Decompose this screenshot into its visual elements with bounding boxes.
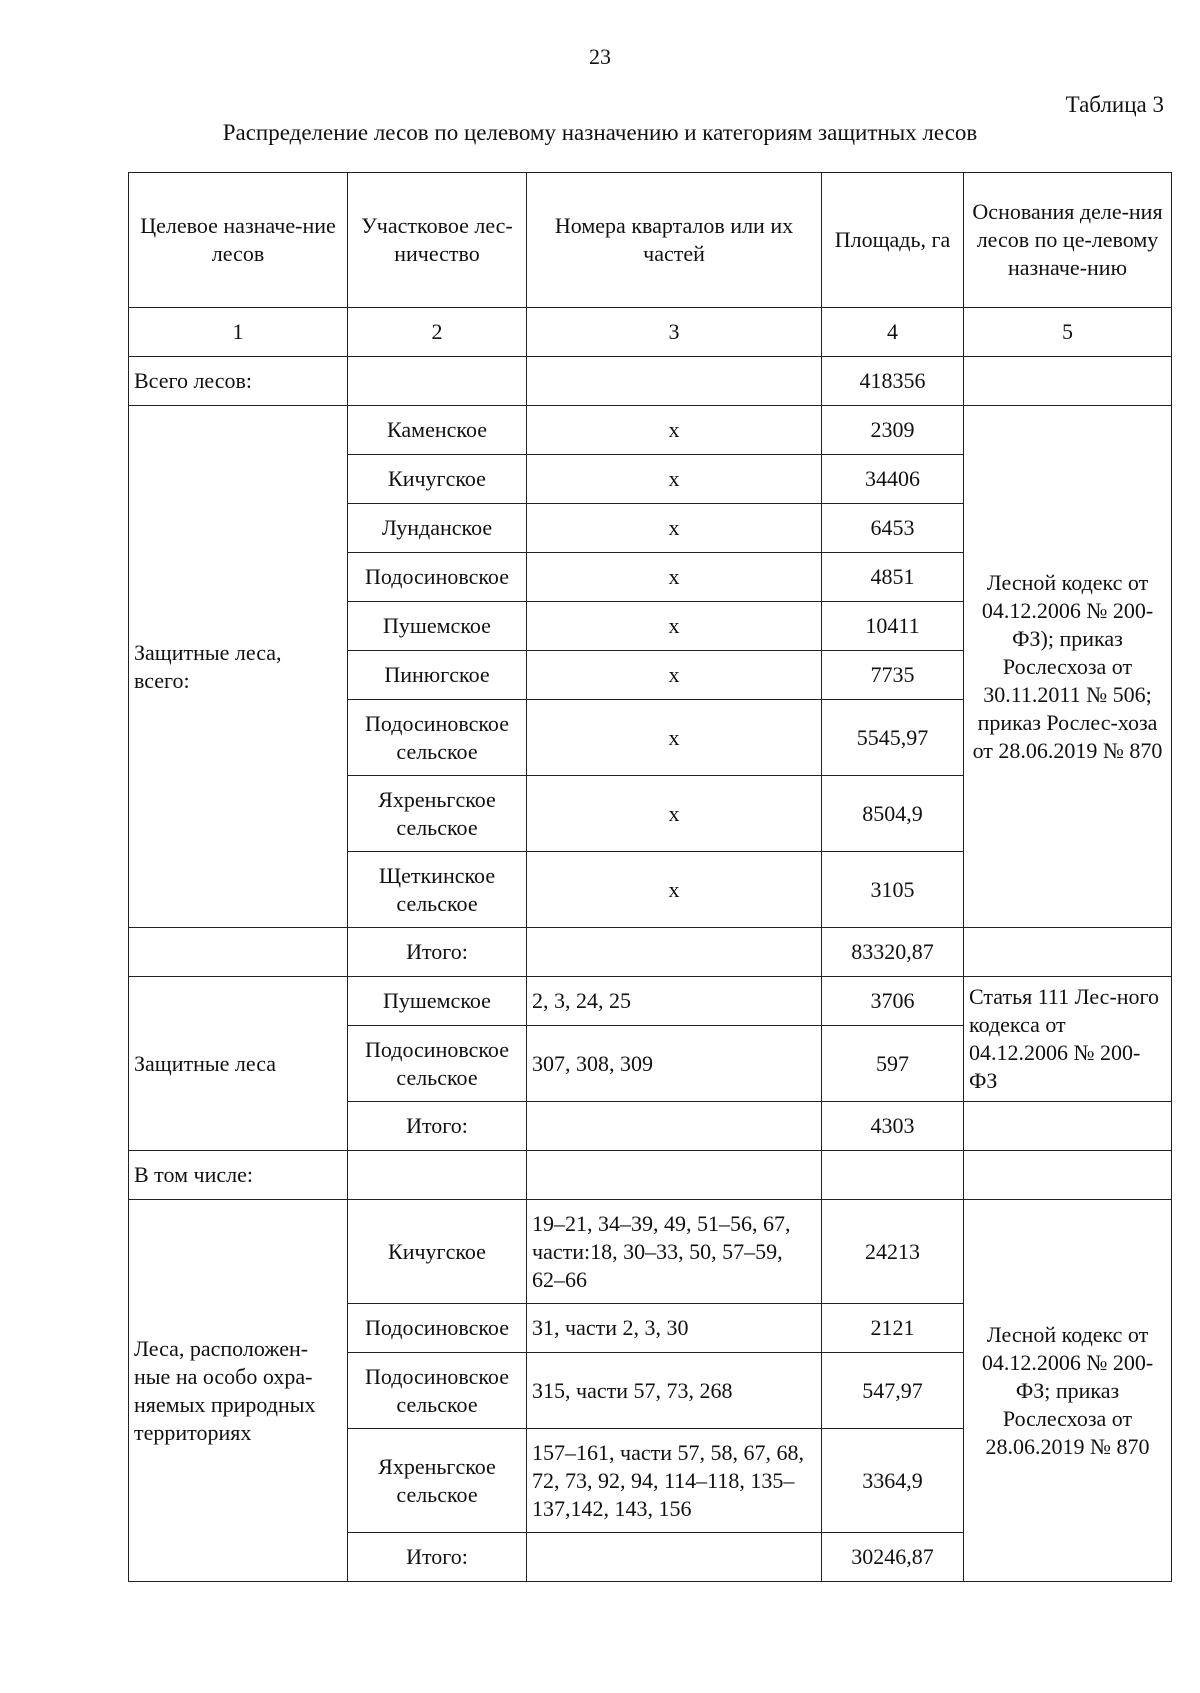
blocks-cell: 31, части 2, 3, 30	[527, 1304, 822, 1353]
table-row	[129, 977, 1172, 1026]
blocks-cell: 315, части 57, 73, 268	[527, 1353, 822, 1429]
area-cell: 5545,97	[822, 700, 964, 776]
district-cell: Подосиновское сельское	[348, 1353, 527, 1429]
district-cell: Лунданское	[348, 504, 527, 553]
protected-areas-label: Леса, расположен-ные на особо охра-няемых природных территориях	[129, 1200, 348, 1582]
subtotal-row	[129, 928, 1172, 977]
blocks-cell: 307, 308, 309	[527, 1026, 822, 1102]
area-cell: 8504,9	[822, 776, 964, 852]
district-cell: Щеткинское сельское	[348, 852, 527, 928]
blocks-cell: 2, 3, 24, 25	[527, 977, 822, 1026]
header-row	[129, 173, 1172, 308]
total-row	[129, 357, 1172, 406]
area-cell: 547,97	[822, 1353, 964, 1429]
district-cell: Подосиновское	[348, 1304, 527, 1353]
district-cell: Подосиновское сельское	[348, 1026, 527, 1102]
area-cell: 3105	[822, 852, 964, 928]
subtotal-label: Итого:	[348, 1533, 527, 1582]
protective2-label: Защитные леса	[129, 977, 348, 1151]
district-cell: Яхреньгское сельское	[348, 776, 527, 852]
district-cell: Кичугское	[348, 1200, 527, 1304]
area-cell: 10411	[822, 602, 964, 651]
blocks-cell: х	[527, 602, 822, 651]
area-cell: 2121	[822, 1304, 964, 1353]
subtotal-area: 83320,87	[822, 928, 964, 977]
table-row	[129, 1200, 1172, 1304]
area-cell: 24213	[822, 1200, 964, 1304]
blocks-cell: х	[527, 651, 822, 700]
area-cell: 3706	[822, 977, 964, 1026]
including-label: В том числе:	[129, 1151, 348, 1200]
blocks-cell: х	[527, 700, 822, 776]
col-number: 3	[527, 308, 822, 357]
page-number: 23	[589, 44, 611, 69]
header-blocks: Номера кварталов или их частей	[527, 173, 822, 308]
protective-label: Защитные леса, всего:	[129, 406, 348, 928]
district-cell: Пушемское	[348, 977, 527, 1026]
area-cell: 34406	[822, 455, 964, 504]
table-row	[129, 406, 1172, 455]
district-cell: Пушемское	[348, 602, 527, 651]
header-area: Площадь, га	[822, 173, 964, 308]
total-label: Всего лесов:	[129, 357, 348, 406]
protective2-basis: Статья 111 Лес-ного кодекса от 04.12.2006 № 200-ФЗ	[964, 977, 1172, 1102]
district-cell: Каменское	[348, 406, 527, 455]
subtotal-label: Итого:	[348, 928, 527, 977]
blocks-cell: х	[527, 406, 822, 455]
area-cell: 4851	[822, 553, 964, 602]
col-number: 4	[822, 308, 964, 357]
area-cell: 597	[822, 1026, 964, 1102]
blocks-cell: 157–161, части 57, 58, 67, 68, 72, 73, 92, 94, 114–118, 135–137,142, 143, 156	[527, 1429, 822, 1533]
protected-areas-basis: Лесной кодекс от 04.12.2006 № 200-ФЗ; приказ Рослесхоза от 28.06.2019 № 870	[964, 1200, 1172, 1582]
forest-distribution-table	[128, 172, 1172, 1582]
table-label: Таблица 3	[1065, 92, 1164, 117]
district-cell: Подосиновское	[348, 553, 527, 602]
col-number: 1	[129, 308, 348, 357]
area-cell: 3364,9	[822, 1429, 964, 1533]
district-cell: Яхреньгское сельское	[348, 1429, 527, 1533]
including-row	[129, 1151, 1172, 1200]
district-cell: Кичугское	[348, 455, 527, 504]
blocks-cell: х	[527, 455, 822, 504]
subtotal-area: 4303	[822, 1102, 964, 1151]
area-cell: 7735	[822, 651, 964, 700]
area-cell: 6453	[822, 504, 964, 553]
col-number: 2	[348, 308, 527, 357]
protective-basis: Лесной кодекс от 04.12.2006 № 200-ФЗ); приказ Рослесхоза от 30.11.2011 № 506; приказ Рослес-хоза от 28.06.2019 № 870	[964, 406, 1172, 928]
blocks-cell: х	[527, 504, 822, 553]
table-title: Распределение лесов по целевому назначению и категориям защитных лесов	[222, 120, 978, 145]
subtotal-label: Итого:	[348, 1102, 527, 1151]
area-cell: 2309	[822, 406, 964, 455]
column-number-row	[129, 308, 1172, 357]
blocks-cell: 19–21, 34–39, 49, 51–56, 67, части:18, 30–33, 50, 57–59, 62–66	[527, 1200, 822, 1304]
blocks-cell: х	[527, 852, 822, 928]
header-purpose: Целевое назначе-ние лесов	[129, 173, 348, 308]
district-cell: Подосиновское сельское	[348, 700, 527, 776]
blocks-cell: х	[527, 776, 822, 852]
header-basis: Основания деле-ния лесов по це-левому назначе-нию	[964, 173, 1172, 308]
total-area: 418356	[822, 357, 964, 406]
header-district: Участковое лес-ничество	[348, 173, 527, 308]
blocks-cell: х	[527, 553, 822, 602]
district-cell: Пинюгское	[348, 651, 527, 700]
col-number: 5	[964, 308, 1172, 357]
subtotal-area: 30246,87	[822, 1533, 964, 1582]
